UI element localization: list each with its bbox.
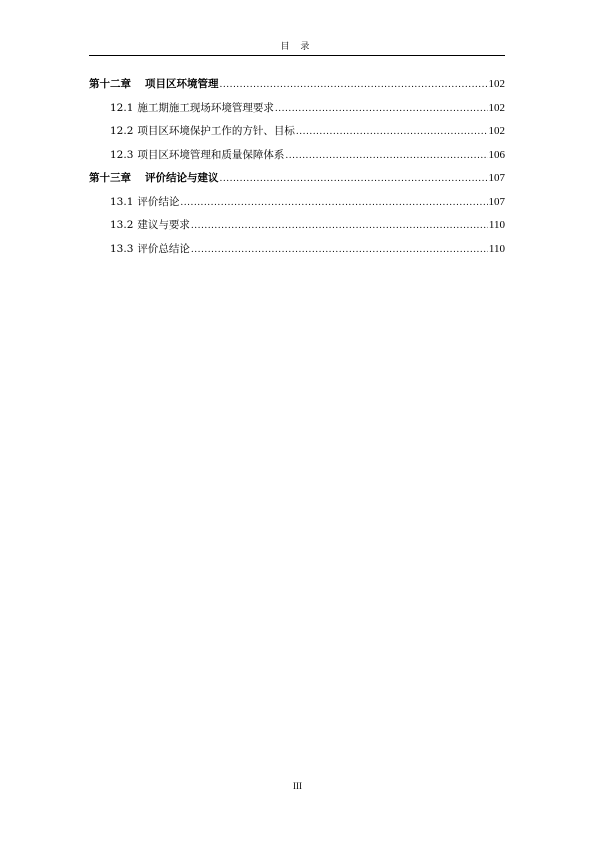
toc-chapter-12[interactable] [89,74,505,98]
page-header-title: 目 录 [280,42,314,52]
toc-dot-leader [220,75,488,95]
toc-section-13-2[interactable] [89,215,505,239]
toc-section-12-3[interactable] [89,145,505,169]
toc-entry-page: 107 [488,195,505,208]
toc-entry-page: 110 [488,219,505,231]
toc-entry-title: 施工期施工现场环境管理要求 [137,101,274,114]
toc-entry-page: 106 [488,148,505,161]
table-of-contents [89,74,505,262]
page-number: III [293,781,302,791]
toc-entry-title: 评价结论 [137,195,180,208]
toc-dot-leader [191,240,488,260]
toc-entry-page: 107 [488,172,505,184]
toc-entry-number: 12.2 [110,125,134,137]
toc-entry-number: 13.1 [110,195,134,208]
toc-dot-leader [220,169,488,189]
toc-entry-title: 建议与要求 [137,219,190,231]
toc-chapter-13[interactable] [89,168,505,192]
toc-entry-number: 第十三章 [89,172,131,184]
toc-entry-title: 项目区环境管理 [145,78,219,90]
toc-entry-number: 12.1 [110,101,134,114]
toc-entry-number: 13.3 [110,242,134,255]
toc-dot-leader [296,122,488,142]
toc-entry-number: 13.2 [110,219,134,231]
toc-entry-title: 评价总结论 [137,242,190,255]
toc-entry-number: 第十二章 [89,78,131,90]
toc-entry-title: 项目区环境保护工作的方针、目标 [137,125,295,137]
toc-entry-title: 评价结论与建议 [145,172,219,184]
toc-dot-leader [180,193,487,213]
toc-dot-leader [285,146,487,166]
toc-entry-page: 102 [488,125,505,137]
toc-entry-page: 102 [488,101,505,114]
toc-section-12-1[interactable] [89,98,505,122]
toc-dot-leader [191,216,488,236]
toc-entry-title: 项目区环境管理和质量保障体系 [137,148,285,161]
toc-entry-page: 110 [488,242,505,255]
toc-entry-number: 12.3 [110,148,134,161]
toc-section-12-2[interactable] [89,121,505,145]
toc-section-13-3[interactable] [89,239,505,263]
toc-dot-leader [275,99,488,119]
toc-entry-page: 102 [488,78,505,90]
toc-section-13-1[interactable] [89,192,505,216]
header-divider [89,55,505,56]
